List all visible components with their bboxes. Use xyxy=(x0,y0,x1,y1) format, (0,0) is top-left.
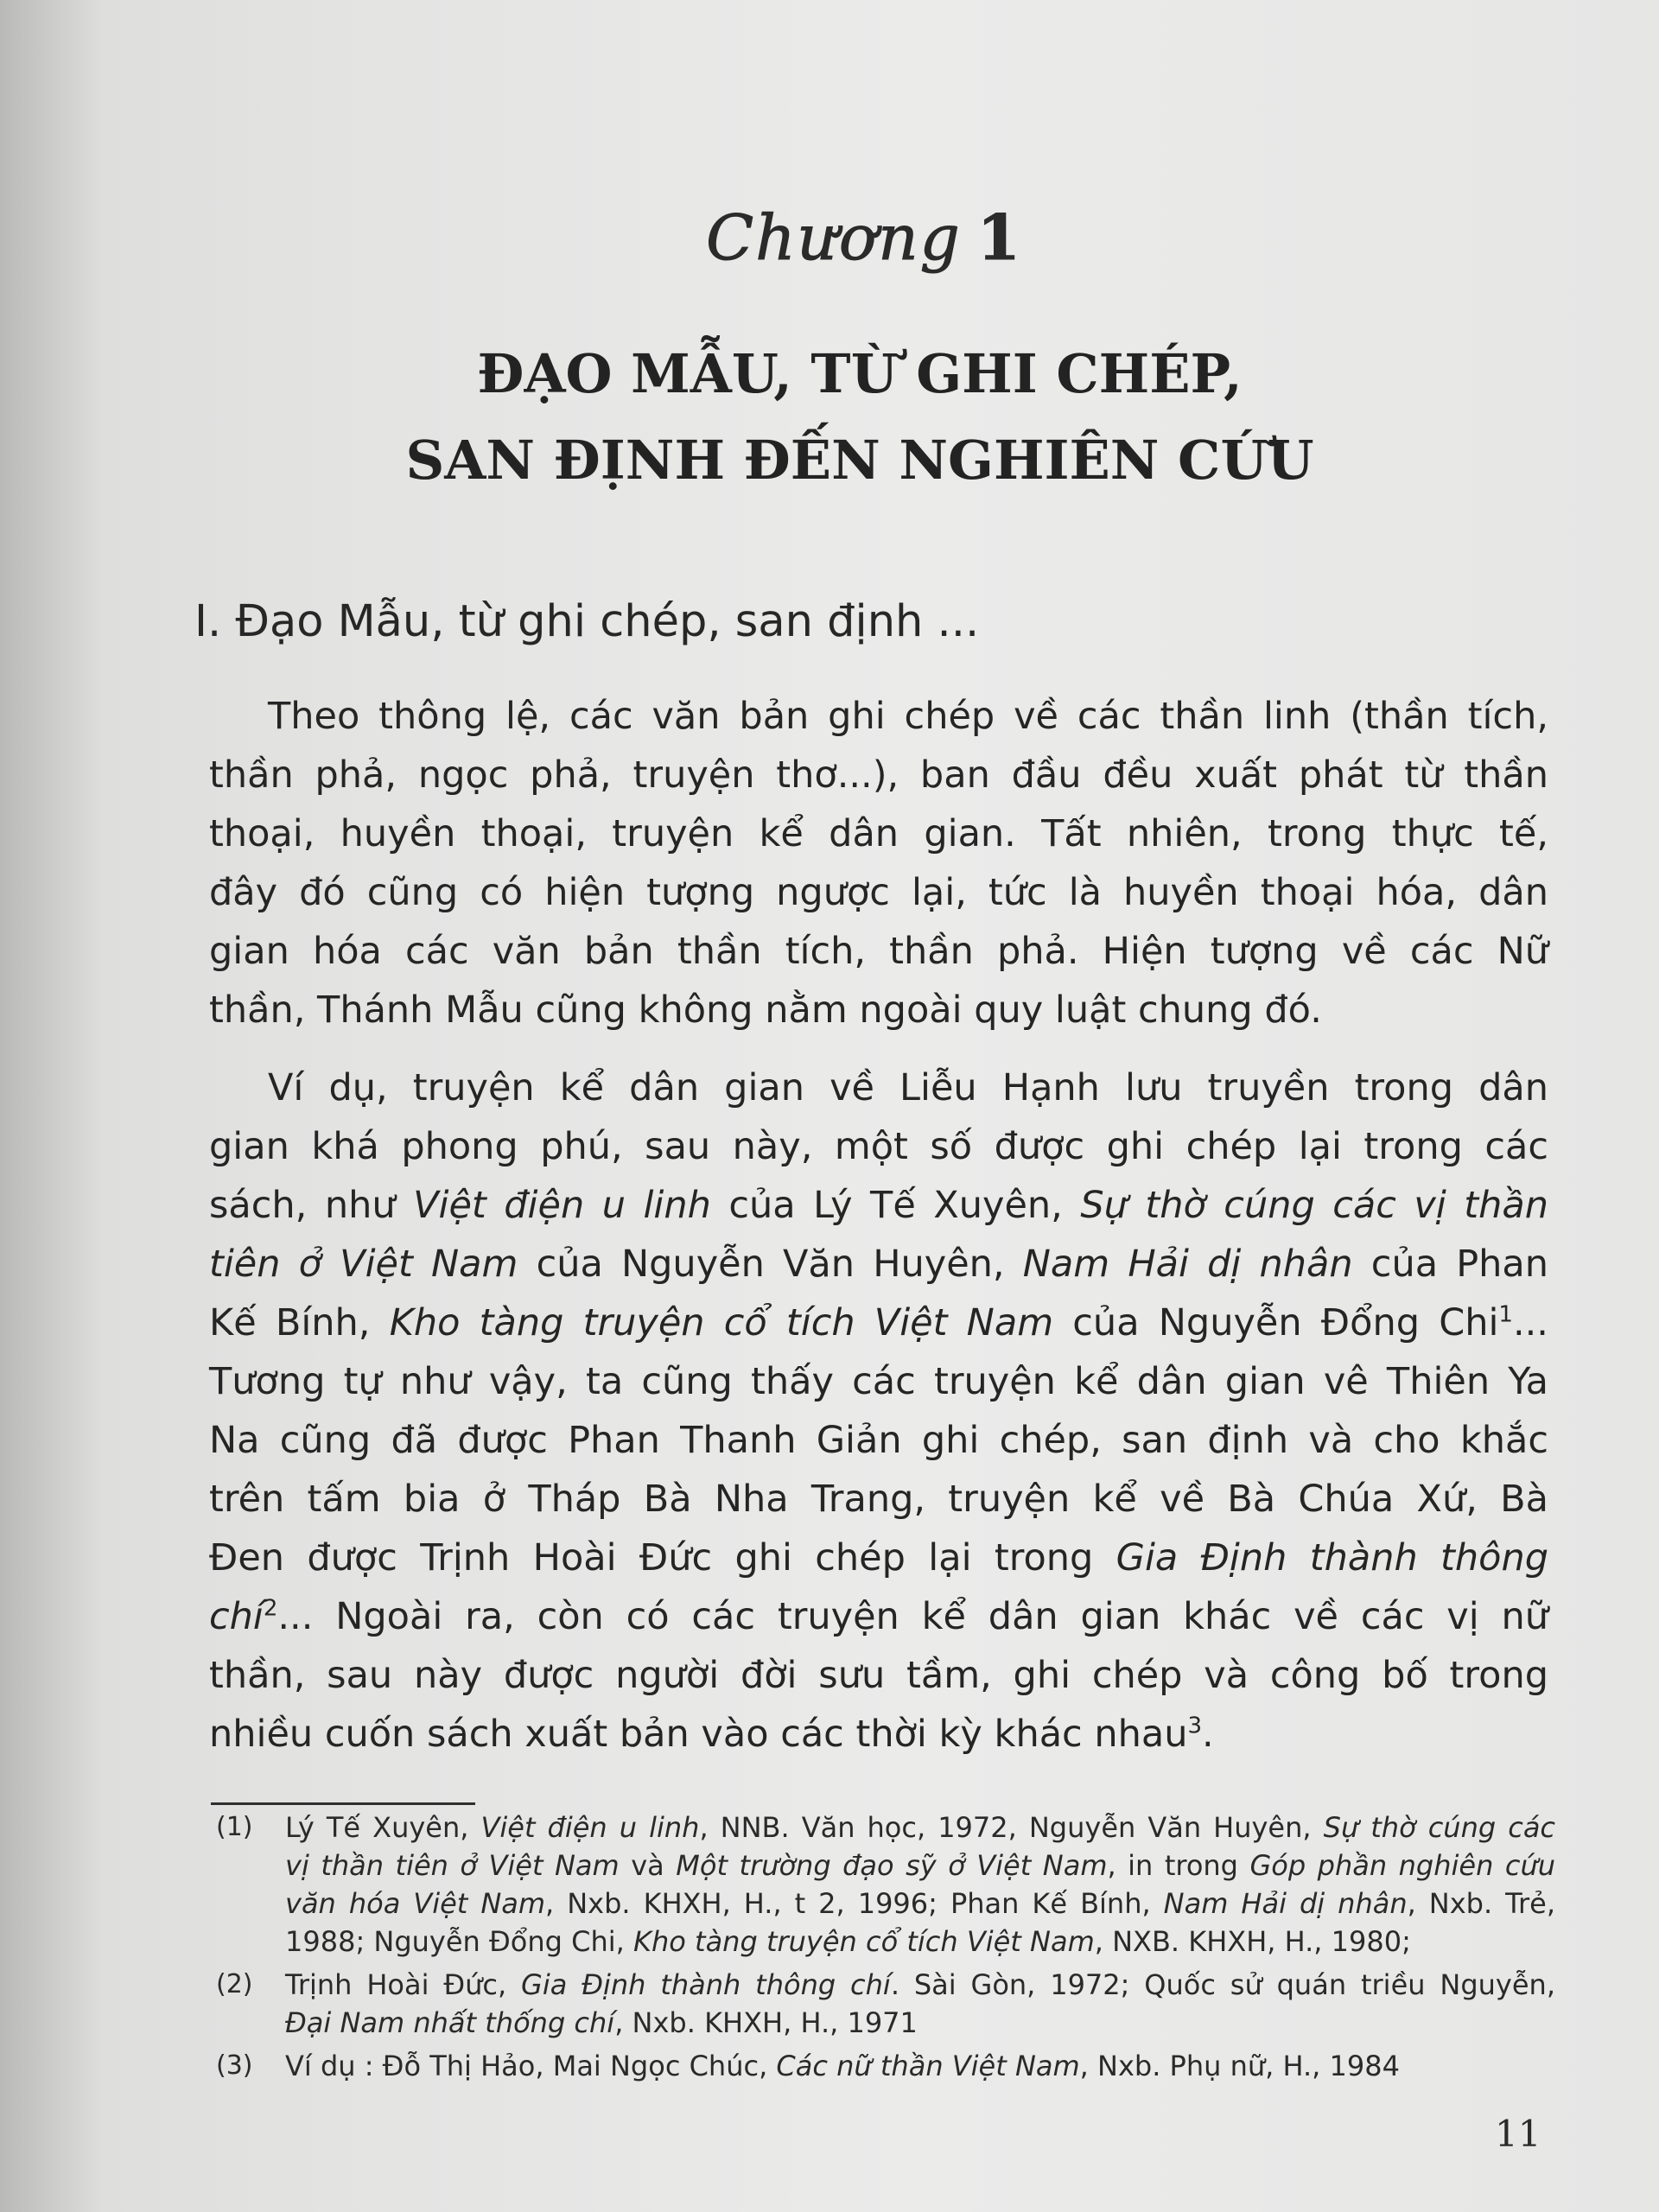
text-run: , Nxb. Phụ nữ, H., 1984 xyxy=(1079,2050,1400,2082)
text-run: 1988; Nguyễn Đổng Chi, xyxy=(285,1925,633,1958)
text-run: , in trong xyxy=(1107,1849,1250,1882)
chapter-title-line-1: ĐẠO MẪU, TỪ GHI CHÉP, xyxy=(477,342,1243,405)
paragraph-line: gian hóa các văn bản thần tích, thần phả. Hiện tượng về các Nữ xyxy=(209,930,1548,973)
text-run: . xyxy=(1202,1713,1214,1756)
text-run: , NNB. Văn học, 1972, Nguyễn Văn Huyên, xyxy=(699,1811,1324,1844)
book-title: Kho tàng truyện cổ tích Việt Nam xyxy=(633,1925,1095,1958)
book-title: Các nữ thần Việt Nam xyxy=(776,2050,1080,2082)
page-number: 11 xyxy=(1495,2113,1541,2155)
footnote-mark: (2) xyxy=(216,1969,253,1999)
paragraph-line: thần, sau này được người đời sưu tầm, ghi chép và công bố trong xyxy=(209,1654,1548,1697)
book-title: văn hóa Việt Nam xyxy=(285,1887,546,1920)
book-title: Nam Hải dị nhân xyxy=(1163,1887,1408,1920)
text-run: . Sài Gòn, 1972; Quốc sử quán triều Nguyễn, xyxy=(890,1968,1556,2001)
book-title: tiên ở Việt Nam xyxy=(209,1243,518,1286)
text-run: và xyxy=(619,1849,677,1882)
text-run: của Lý Tế Xuyên, xyxy=(710,1184,1081,1227)
paragraph-line: đây đó cũng có hiện tượng ngược lại, tức là huyền thoại hóa, dân xyxy=(209,871,1548,914)
section-heading: I. Đạo Mẫu, từ ghi chép, san định ... xyxy=(194,596,980,647)
paragraph-line: thoại, huyền thoại, truyện kể dân gian. Tất nhiên, trong thực tế, xyxy=(209,812,1548,855)
chapter-number: 1 xyxy=(976,200,1022,274)
text-run: nhiều cuốn sách xuất bản vào các thời kỳ khác nhau xyxy=(209,1713,1188,1756)
book-title: Gia Định thành thông xyxy=(1116,1536,1549,1580)
footnote-ref: 3 xyxy=(1187,1713,1203,1739)
paragraph-line: gian khá phong phú, sau này, một số được ghi chép lại trong các xyxy=(209,1125,1548,1168)
paragraph-line: trên tấm bia ở Tháp Bà Nha Trang, truyện kể về Bà Chúa Xứ, Bà xyxy=(209,1478,1548,1521)
footnote-ref: 2 xyxy=(263,1595,278,1622)
text-run: Ví dụ : Đỗ Thị Hảo, Mai Ngọc Chúc, xyxy=(285,2050,777,2082)
book-title: Nam Hải dị nhân xyxy=(1022,1243,1353,1286)
text-run: của Nguyễn Đổng Chi xyxy=(1053,1301,1499,1344)
text-run: Đen được Trịnh Hoài Đức ghi chép lại trong xyxy=(209,1536,1116,1580)
footnote-line xyxy=(285,1966,1555,2004)
paragraph-line: thần, Thánh Mẫu cũng không nằm ngoài quy luật chung đó. xyxy=(209,988,1322,1032)
book-title: Một trường đạo sỹ ở Việt Nam xyxy=(676,1849,1108,1882)
footnote-divider xyxy=(211,1802,475,1805)
text-run: , Nxb. KHXH, H., 1971 xyxy=(614,2006,918,2039)
footnote-ref: 1 xyxy=(1498,1301,1513,1328)
chapter-title-line-2: SAN ĐỊNH ĐẾN NGHIÊN CỨU xyxy=(405,429,1314,492)
text-run: ... xyxy=(1512,1301,1548,1344)
text-run: , Nxb. Trẻ, xyxy=(1407,1887,1556,1920)
footnote-2 xyxy=(216,1966,1555,2042)
paragraph-line: thần phả, ngọc phả, truyện thơ...), ban đầu đều xuất phát từ thần xyxy=(209,753,1548,797)
paragraph-line xyxy=(209,1529,1548,1587)
book-title: Đại Nam nhất thống chí xyxy=(285,2006,615,2039)
book-title: Sự thờ cúng các vị thần xyxy=(1080,1184,1548,1227)
text-run: của Nguyễn Văn Huyên, xyxy=(518,1243,1023,1286)
paragraph-2 xyxy=(209,1058,1548,1764)
chapter-word: Chương xyxy=(706,201,962,274)
paragraph-line xyxy=(209,1294,1548,1352)
text-run: , NXB. KHXH, H., 1980; xyxy=(1094,1925,1411,1958)
footnotes xyxy=(216,1808,1556,2082)
chapter-label xyxy=(0,200,1659,274)
book-title: Góp phần nghiên cứu xyxy=(1249,1849,1556,1882)
text-run: Trịnh Hoài Đức, xyxy=(285,1968,522,2001)
book-title: Gia Định thành thông chí xyxy=(521,1968,891,2001)
text-run: của Phan xyxy=(1352,1243,1548,1286)
footnote-line xyxy=(285,1885,1555,1923)
footnote-mark: (3) xyxy=(216,2050,253,2081)
footnote-line xyxy=(285,1808,1555,1847)
paragraph-line xyxy=(209,1176,1548,1235)
page-gutter-shadow xyxy=(0,0,104,2212)
paragraph-1 xyxy=(209,687,1548,1039)
book-title: Việt điện u linh xyxy=(480,1811,700,1844)
book-title: chí xyxy=(209,1595,264,1638)
book-title: Việt điện u linh xyxy=(413,1184,711,1227)
footnote-line xyxy=(285,1923,1555,1961)
paragraph-line xyxy=(209,1235,1548,1294)
paragraph-line: Ví dụ, truyện kể dân gian về Liễu Hạnh lưu truyền trong dân xyxy=(268,1066,1548,1109)
book-title: Kho tàng truyện cổ tích Việt Nam xyxy=(389,1301,1054,1344)
paragraph-line: Tương tự như vậy, ta cũng thấy các truyện kể dân gian vê Thiên Ya xyxy=(209,1360,1548,1403)
paragraph-line: Na cũng đã được Phan Thanh Giản ghi chép, san định và cho khắc xyxy=(209,1419,1548,1462)
text-run: Lý Tế Xuyên, xyxy=(285,1811,481,1844)
text-run: Kế Bính, xyxy=(209,1301,390,1344)
footnote-1 xyxy=(216,1808,1555,1961)
book-title: vị thần tiên ở Việt Nam xyxy=(285,1849,620,1882)
paragraph-line xyxy=(209,1705,1548,1764)
book-title: Sự thờ cúng các xyxy=(1323,1811,1556,1844)
footnote-line xyxy=(285,1847,1555,1885)
text-run: , Nxb. KHXH, H., t 2, 1996; Phan Kế Bính, xyxy=(545,1887,1164,1920)
footnote-mark: (1) xyxy=(216,1812,253,1842)
footnote-line xyxy=(285,2004,1555,2042)
paragraph-line: Theo thông lệ, các văn bản ghi chép về các thần linh (thần tích, xyxy=(268,695,1548,738)
footnote-3 xyxy=(216,2047,1555,2085)
text-run: ... Ngoài ra, còn có các truyện kể dân gian khác về các vị nữ xyxy=(277,1595,1548,1638)
text-run: sách, như xyxy=(209,1184,414,1227)
paragraph-line xyxy=(209,1587,1548,1646)
footnote-line xyxy=(285,2047,1555,2085)
